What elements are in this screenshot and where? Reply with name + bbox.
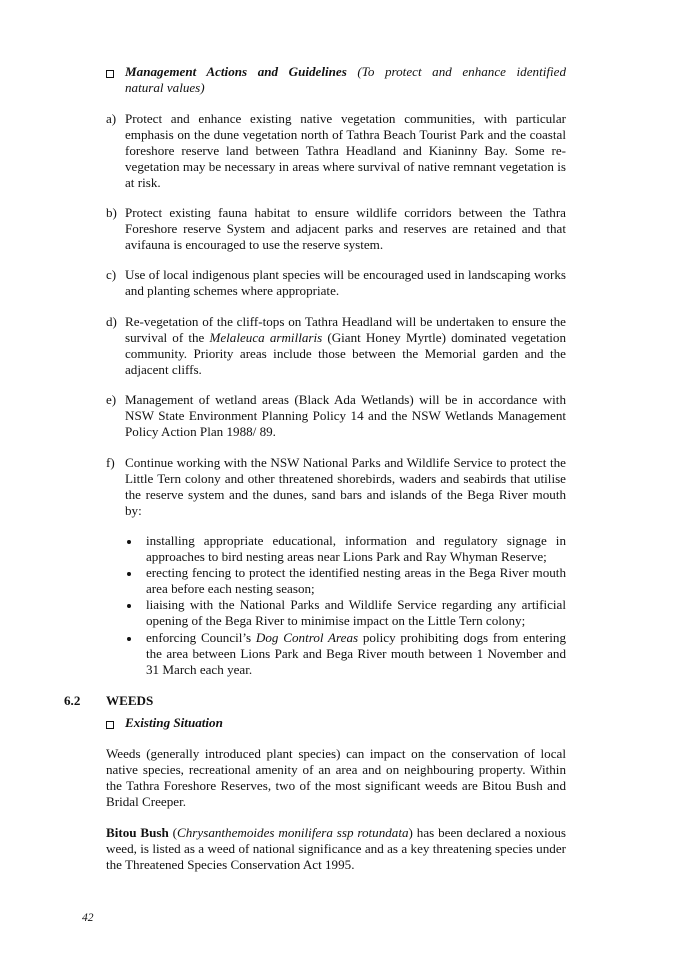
mgmt-heading [125, 64, 566, 96]
bullet-4-italic: Dog Control Areas [255, 630, 359, 645]
square-bullet-icon [106, 70, 114, 78]
item-label-b: b) [106, 205, 117, 220]
bitou-bush-description: has been declared a noxious weed, is listed as a weed of national significance and as a key threatening species under the Threatened Species Conservation Act 1995. [106, 825, 566, 872]
item-text-a: Protect and enhance existing native vegetation communities, with particular emphasis on the dune vegetation north of Tathra Beach Tourist Park and the coastal foreshore reserve land between Tathra Headland and Kianinny Bay. Some re-vegetation may be necessary in areas where survival of native remnant vegetation is at risk. [125, 111, 566, 190]
section-number: 6.2 [64, 693, 81, 708]
square-bullet-icon [106, 721, 114, 729]
item-text-c: Use of local indigenous plant species will be encouraged used in landscaping works and planting schemes where appropriate. [125, 267, 566, 298]
weeds-paragraph-1: Weeds (generally introduced plant species) can impact on the conservation of local native species, recreational amenity of an area and on neighbouring property. Within the Tathra Foreshore Reserves, two of the most significant weeds are Bitou Bush and Bridal Creeper. [106, 746, 566, 809]
item-label-a: a) [106, 111, 117, 126]
bullet-item-3: liaising with the National Parks and Wildlife Service regarding any artificial opening of the Bega River to minimise impact on the Little Tern colony; [146, 597, 566, 628]
page-number: 42 [82, 912, 94, 924]
mgmt-title: Management Actions and Guidelines [125, 64, 347, 79]
bullet-dot-icon [127, 637, 131, 641]
item-label-d: d) [106, 314, 117, 329]
weeds-paragraph-2: Bitou Bush (Chrysanthemoides monilifera ssp rotundata) has been declared a noxious weed, is listed as a weed of national significance and as a key threatening species under the Threatened Species Conservation Act 1995. [106, 825, 566, 872]
existing-situation-heading: Existing Situation [125, 715, 223, 730]
item-label-e: e) [106, 392, 117, 407]
item-d-pre: Re-vegetation of the cliff-tops on Tathra Headland will be undertaken to ensure the survival of the [125, 314, 566, 345]
item-d-post: (Giant Honey Myrtle) dominated vegetation community. Priority areas include those between the Memorial garden and the adjacent cliffs. [125, 330, 567, 377]
bullet-dot-icon [127, 604, 131, 608]
bullet-item-4 [146, 630, 566, 678]
bullet-item-1: installing appropriate educational, information and regulatory signage in approaches to bird nesting areas near Lions Park and Ray Whyman Reserve; [146, 533, 566, 564]
bitou-bush-term: Bitou Bush [106, 825, 169, 840]
bullet-dot-icon [127, 540, 131, 544]
section-title: WEEDS [106, 693, 154, 708]
bullet-4-post: policy prohibiting dogs from entering the area between Lions Park and Bega River mouth between 1 November and 31 March each year. [146, 630, 566, 677]
item-text-b: Protect existing fauna habitat to ensure wildlife corridors between the Tathra Foreshore reserve System and adjacent parks and reserves are retained and that avifauna is encouraged to use the reserve system. [125, 205, 566, 252]
mgmt-subtitle-a: (To protect and enhance identified [357, 64, 567, 79]
item-text-e: Management of wetland areas (Black Ada Wetlands) will be in accordance with NSW State Environment Planning Policy 14 and the NSW Wetlands Management Policy Action Plan 1988/ 89. [125, 392, 566, 439]
mgmt-subtitle-b: natural values) [125, 80, 205, 95]
item-label-f: f) [106, 455, 115, 470]
bitou-bush-species: Chrysanthemoides monilifera ssp rotundata [177, 825, 409, 840]
item-text-f: Continue working with the NSW National Parks and Wildlife Service to protect the Little Tern colony and other threatened shorebirds, waders and seabirds that utilise the reserve system and the dunes, sand bars and islands of the Bega River mouth by: [125, 455, 566, 518]
bullet-item-2: erecting fencing to protect the identified nesting areas in the Bega River mouth area before each nesting season; [146, 565, 566, 596]
item-label-c: c) [106, 267, 117, 282]
bullet-dot-icon [127, 572, 131, 576]
item-text-d [125, 314, 566, 378]
item-d-species: Melaleuca armillaris [209, 330, 323, 345]
bullet-4-pre: enforcing Council’s [146, 630, 256, 645]
